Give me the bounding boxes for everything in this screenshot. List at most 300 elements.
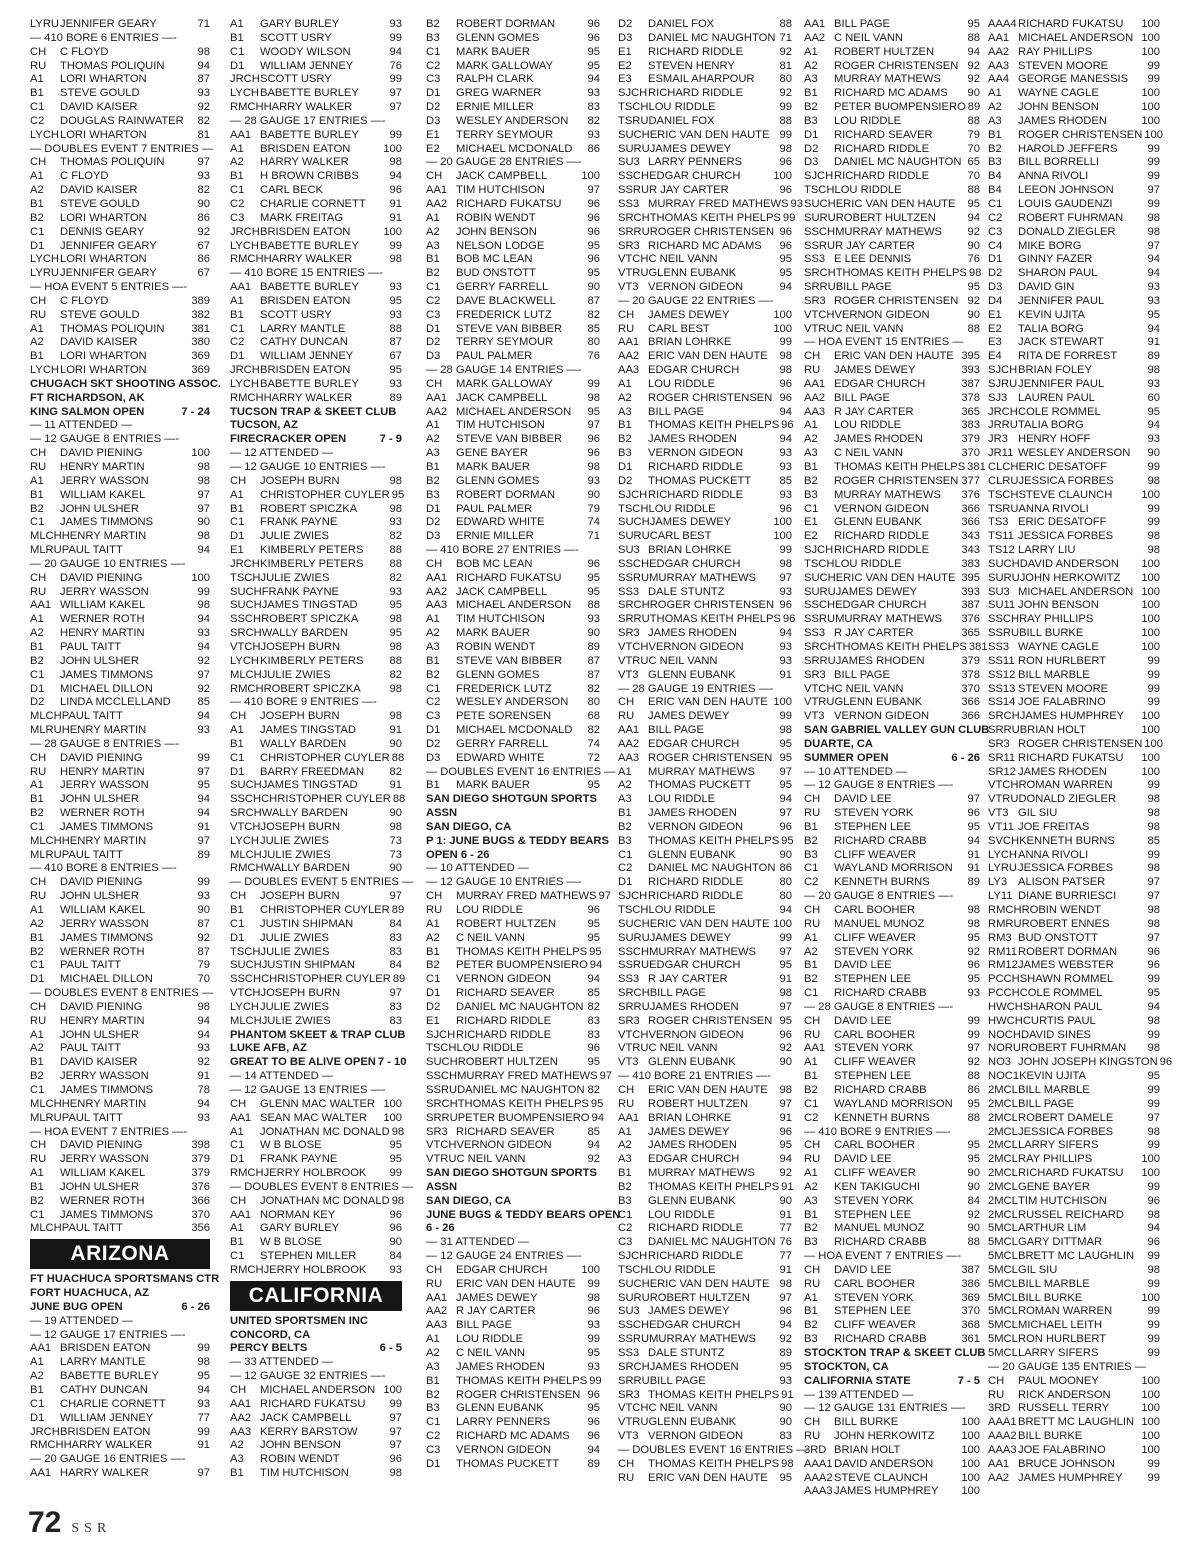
result-row [988, 378, 1160, 392]
shoot-name: PERCY BELTS [230, 1342, 308, 1355]
class-code: SJCH [426, 1028, 456, 1041]
shooter-name: RICHARD CRABB [834, 1333, 927, 1346]
shooter-name: GLENN EUBANK [834, 516, 922, 529]
score: 93 [779, 640, 792, 653]
class-code: A1 [804, 931, 818, 944]
result-row [804, 807, 980, 821]
result-row [988, 1347, 1160, 1361]
score: 370 [961, 447, 980, 460]
score: 90 [779, 1056, 792, 1069]
result-row [804, 876, 980, 890]
score: 99 [389, 31, 402, 44]
result-row [804, 572, 980, 586]
result-row [30, 129, 210, 143]
class-code: B1 [618, 1167, 632, 1180]
shooter-name: R JAY CARTER [834, 627, 914, 640]
shooter-name: STEVEN YORK [834, 1291, 914, 1304]
shooter-name: FRANK PAYNE [260, 1153, 338, 1166]
result-row [30, 60, 210, 74]
result-row [804, 170, 980, 184]
shoot-date: 7 - 9 [379, 433, 402, 446]
shooter-name: WILLIAM KAKEL [60, 1167, 146, 1180]
result-row [618, 1278, 792, 1292]
result-row [230, 724, 402, 738]
result-row [804, 295, 980, 309]
result-row [618, 918, 792, 932]
score: 387 [961, 1263, 980, 1276]
result-row [230, 226, 402, 240]
class-code: TSCH [804, 184, 835, 197]
result-row [618, 18, 792, 32]
class-code: A1 [230, 18, 244, 30]
result-row [426, 1347, 600, 1361]
event-header: — 31 ATTENDED — [426, 1236, 529, 1249]
class-code: D3 [618, 31, 633, 44]
result-row [426, 253, 600, 267]
result-row [618, 1292, 792, 1306]
result-row [618, 1389, 792, 1403]
shooter-name: JOE FALABRINO [1018, 1443, 1106, 1456]
shooter-name: STEPHEN LEE [834, 1305, 912, 1318]
class-code: C1 [426, 973, 441, 986]
result-row [804, 87, 980, 101]
class-code: RU [804, 364, 821, 377]
result-row [988, 1139, 1160, 1153]
shooter-name: BILL BURKE [834, 1416, 899, 1429]
club-header: FT HUACHUCA SPORTSMANS CTR [30, 1273, 220, 1286]
result-row [30, 503, 210, 517]
class-code: SJCH [618, 87, 648, 100]
score: 93 [389, 516, 402, 529]
class-code: TSCH [230, 945, 261, 958]
event-header: — 10 ATTENDED — [804, 765, 907, 778]
result-row [426, 461, 600, 475]
result-row [988, 821, 1160, 835]
result-row [230, 1015, 402, 1029]
result-row [230, 1209, 402, 1223]
shooter-name: KIMBERLY PETERS [260, 557, 364, 570]
shooter-name: ROBERT HULTZEN [835, 211, 936, 224]
shooter-name: THOMAS KEITH PHELPS [835, 640, 967, 653]
class-code: C1 [30, 225, 45, 238]
result-row [618, 1416, 792, 1430]
class-code: B3 [426, 1402, 440, 1415]
score: 98 [1147, 820, 1160, 833]
result-row [426, 918, 600, 932]
class-code: B1 [230, 502, 244, 515]
class-code: D2 [988, 267, 1003, 280]
shooter-name: ERIC VAN DEN HAUTE [648, 1471, 768, 1484]
shooter-name: JAMES DEWEY [649, 931, 732, 944]
class-code: E4 [988, 350, 1002, 363]
class-code: RU [30, 308, 47, 321]
shooter-name: CARL BOOHER [834, 1139, 916, 1152]
score: 93 [197, 170, 210, 183]
shooter-name: DANIEL MC NAUGHTON [834, 156, 962, 169]
result-row [804, 226, 980, 240]
score: 98 [389, 502, 402, 515]
shooter-name: JAMES DEWEY [649, 516, 732, 529]
class-code: SU11 [988, 599, 1016, 612]
shooter-name: BRISDEN EATON [260, 142, 351, 155]
result-row [30, 516, 210, 530]
event-header: — 20 GAUGE 28 ENTRIES —- [426, 156, 582, 169]
shooter-name: JUSTIN SHIPMAN [261, 959, 355, 972]
score: 70 [967, 142, 980, 155]
result-row [30, 710, 210, 724]
result-row [426, 779, 600, 793]
result-row [618, 1222, 792, 1236]
shooter-name: JAMES TIMMONS [60, 1208, 154, 1221]
result-row [426, 973, 600, 987]
event-header: — 12 GAUGE 8 ENTRIES —- [30, 433, 180, 446]
shooter-name: DANIEL MC NAUGHTON [457, 1083, 585, 1096]
shooter-name: MURRAY MATHEWS [648, 1167, 755, 1180]
class-code: AA1 [30, 1342, 52, 1355]
score: 94 [197, 1028, 210, 1041]
class-code: TSRU [618, 114, 649, 127]
shoot-title [804, 752, 980, 766]
score: 366 [961, 502, 980, 515]
score: 100 [383, 1097, 402, 1110]
score: 100 [773, 170, 792, 183]
class-code: 5MCL [988, 1236, 1018, 1249]
shooter-name: TIM HUTCHISON [456, 184, 545, 197]
score: 87 [197, 73, 210, 86]
score: 96 [967, 959, 980, 972]
score: 98 [1147, 364, 1160, 377]
score: 100 [773, 917, 792, 930]
score: 95 [389, 1153, 402, 1166]
score: 98 [1147, 1208, 1160, 1221]
result-row [30, 1070, 210, 1084]
class-code: RU [618, 322, 635, 335]
result-row [230, 779, 402, 793]
score: 99 [389, 128, 402, 141]
result-row [30, 489, 210, 503]
score: 91 [389, 724, 402, 737]
score: 100 [581, 170, 600, 183]
score: 90 [389, 807, 402, 820]
class-code: CH [426, 890, 443, 903]
result-row [426, 572, 600, 586]
score: 74 [587, 516, 600, 529]
result-row [618, 503, 792, 517]
score: 398 [191, 1139, 210, 1152]
shooter-name: ESMAIL AHARPOUR [648, 73, 755, 86]
score: 95 [967, 1097, 980, 1110]
result-row [426, 683, 600, 697]
score: 93 [587, 1319, 600, 1332]
shooter-name: C NEIL VANN [456, 1153, 526, 1166]
score: 88 [389, 544, 402, 557]
shooter-name: ARTHUR LIM [1018, 1222, 1087, 1235]
score: 386 [961, 1277, 980, 1290]
score: 368 [961, 1319, 980, 1332]
score: 74 [587, 737, 600, 750]
class-code: B1 [426, 253, 440, 266]
result-row [804, 1167, 980, 1181]
score: 95 [389, 364, 402, 377]
class-code: B1 [30, 87, 44, 100]
shooter-name: BILL PAGE [456, 1319, 512, 1332]
result-row [804, 918, 980, 932]
class-code: JRCH [230, 364, 260, 377]
class-code: JRCH [230, 557, 260, 570]
result-row [30, 1098, 210, 1112]
event-header: — 410 BORE 27 ENTRIES —- [426, 544, 579, 557]
result-row [618, 1333, 792, 1347]
class-code: A1 [30, 613, 44, 626]
class-code: AAA1 [804, 1457, 833, 1470]
club-header: SAN DIEGO, CA [426, 820, 512, 833]
event-header: — 28 GAUGE 17 ENTRIES —- [230, 114, 386, 127]
class-code: B3 [804, 488, 818, 501]
shooter-name: GLENN GOMES [456, 474, 540, 487]
shooter-name: RICHARD CRABB [834, 1236, 927, 1249]
shooter-name: BILL BURKE [1018, 1430, 1083, 1443]
class-code: D1 [230, 1153, 245, 1166]
shooter-name: GENE BAYER [1018, 1180, 1090, 1193]
shooter-name: LOU RIDDLE [648, 1263, 716, 1276]
score: 98 [197, 45, 210, 58]
result-row [230, 516, 402, 530]
class-code: B1 [230, 31, 244, 44]
event-header: — 410 BORE 15 ENTRIES —- [230, 267, 383, 280]
class-code: C3 [426, 710, 441, 723]
result-row [426, 129, 600, 143]
shooter-name: R JAY CARTER [835, 239, 915, 252]
result-row [426, 1111, 604, 1126]
result-row [618, 489, 792, 503]
shooter-name: DAVID PIENING [60, 751, 143, 764]
shooter-name: R JAY CARTER [649, 184, 729, 197]
shooter-name: C FLOYD [60, 170, 109, 183]
result-row [230, 959, 402, 973]
shooter-name: LOU RIDDLE [834, 557, 902, 570]
event-header: — 12 GAUGE 10 ENTRIES —- [230, 461, 386, 473]
score: 88 [967, 1236, 980, 1249]
class-code: MLCH [230, 848, 262, 861]
score: 98 [391, 1125, 405, 1138]
result-row [804, 1416, 980, 1430]
score: 99 [389, 239, 402, 252]
class-code: VTCH [988, 779, 1019, 792]
event-header: — 12 GAUGE 131 ENTRIES —- [804, 1402, 966, 1415]
shooter-name: JOHN BENSON [260, 1439, 341, 1452]
class-code: VT3 [988, 807, 1009, 820]
shooter-name: ROBERT FUHRMAN [1020, 1042, 1127, 1055]
class-code: B2 [426, 1388, 440, 1401]
class-code: B3 [804, 848, 818, 861]
shooter-name: STEPHEN LEE [834, 820, 912, 833]
shooter-name: TERRY SEYMOUR [456, 128, 554, 141]
score: 95 [587, 59, 600, 72]
result-row [426, 1305, 600, 1319]
shooter-name: HARRY WALKER [263, 253, 353, 266]
class-code: AAA3 [804, 1485, 833, 1498]
result-row [618, 87, 792, 101]
result-row [804, 1319, 980, 1333]
shooter-name: BILL BURKE [1018, 1291, 1083, 1304]
score: 95 [1147, 987, 1160, 1000]
score: 93 [587, 128, 600, 141]
class-code: B1 [230, 1236, 244, 1249]
class-code: A1 [230, 488, 244, 501]
result-row [230, 751, 405, 766]
shooter-name: GLENN GOMES [456, 668, 540, 681]
result-row [618, 835, 792, 849]
result-row [426, 73, 600, 87]
score: 99 [1147, 1277, 1160, 1290]
score: 96 [1147, 959, 1160, 972]
shooter-name: HARRY WALKER [263, 101, 353, 114]
score: 82 [587, 724, 600, 737]
class-code: A1 [230, 724, 244, 737]
score: 96 [389, 1453, 402, 1466]
class-code: SRCH [426, 1097, 458, 1110]
result-row [988, 87, 1160, 101]
result-row [426, 1375, 600, 1389]
shooter-name: BRIAN FOLEY [1018, 364, 1092, 377]
result-row [30, 627, 210, 641]
score: 98 [389, 820, 402, 833]
class-code: SSRU [618, 959, 650, 972]
shooter-name: DALE STUNTZ [648, 585, 725, 598]
result-row [230, 1098, 402, 1112]
class-code: C2 [426, 1430, 441, 1443]
class-code: SVCH [988, 834, 1020, 847]
score: 97 [389, 1425, 402, 1438]
score: 98 [1147, 1014, 1160, 1027]
class-code: D1 [618, 461, 633, 473]
score: 95 [587, 1347, 600, 1359]
class-code: AA3 [618, 364, 640, 377]
result-row [618, 156, 792, 170]
class-code: CH [230, 710, 247, 723]
result-row [230, 655, 402, 669]
class-code: 5MCL [988, 1263, 1018, 1276]
shooter-name: GLENN EUBANK [648, 1194, 736, 1207]
score: 383 [961, 419, 980, 432]
result-row [230, 918, 402, 932]
shooter-name: WILLIAM JENNEY [260, 59, 354, 72]
result-row [426, 1264, 600, 1278]
class-code: D1 [30, 1411, 45, 1424]
score: 366 [961, 516, 980, 529]
class-code: B1 [30, 488, 44, 501]
class-code: AA2 [804, 31, 826, 44]
result-row [618, 378, 792, 392]
shooter-name: BRIAN LOHRKE [648, 1111, 732, 1124]
score: 90 [967, 1180, 980, 1193]
score: 89 [392, 973, 406, 986]
result-row [230, 1167, 402, 1181]
class-code: SSRU [804, 239, 836, 252]
shooter-name: RICHARD FUKATSU [260, 1397, 366, 1410]
result-row [230, 281, 402, 295]
shooter-name: JONATHAN MC DONALD [260, 1125, 390, 1138]
shooter-name: LORI WHARTON [60, 350, 147, 363]
shooter-name: MICHAEL ANDERSON [456, 599, 572, 612]
result-row [804, 544, 980, 558]
class-code: B1 [30, 350, 44, 363]
score: 76 [587, 350, 600, 363]
score: 99 [1147, 848, 1160, 861]
shooter-name: PETER BUOMPENSIERO [834, 101, 966, 114]
shooter-name: PAUL TAITT [61, 1222, 123, 1235]
score: 99 [587, 1333, 600, 1346]
class-code: A1 [618, 377, 632, 390]
event-header: — 33 ATTENDED — [230, 1356, 333, 1369]
result-row [618, 1250, 792, 1264]
shooter-name: VERNON GIDEON [456, 1139, 552, 1152]
publication-name: SSR [71, 1521, 112, 1536]
score: 92 [967, 1208, 980, 1221]
class-code: A1 [30, 73, 44, 86]
class-code: VT3 [618, 668, 639, 681]
score: 94 [779, 793, 792, 806]
shooter-name: MURRAY MATHEWS [834, 488, 941, 501]
score: 366 [961, 696, 980, 709]
class-code: RMCH [230, 253, 264, 266]
shooter-name: RICHARD FUKATSU [456, 197, 562, 210]
result-row [426, 378, 600, 392]
score: 81 [779, 59, 792, 72]
shooter-name: TIM HUTCHISON [456, 419, 545, 432]
shooter-name: DAVID SINES [1020, 1028, 1091, 1041]
shooter-name: RICHARD RIDDLE [648, 1222, 744, 1235]
result-row [426, 226, 600, 240]
result-row [988, 503, 1160, 517]
event-header: — 20 GAUGE 22 ENTRIES —- [618, 294, 774, 307]
score: 100 [1141, 1402, 1160, 1415]
shooter-name: JULIE ZWIES [260, 571, 330, 584]
result-row [426, 1139, 600, 1153]
result-row [426, 987, 600, 1001]
score: 88 [587, 599, 600, 612]
shooter-name: MURRAY MATHEWS [649, 571, 756, 584]
score: 97 [389, 1411, 402, 1424]
result-row [426, 392, 600, 406]
score: 68 [587, 710, 600, 723]
result-row [988, 336, 1160, 350]
shooter-name: RICHARD RIDDLE [648, 1250, 744, 1263]
shooter-name: WAYLAND MORRISON [834, 1097, 953, 1110]
result-row [426, 60, 600, 74]
score: 98 [389, 710, 402, 723]
event-header: — 139 ATTENDED — [804, 1388, 914, 1401]
score: 100 [1141, 599, 1160, 612]
shooter-name: VERNON GIDEON [834, 502, 930, 515]
score: 88 [389, 322, 402, 335]
score: 90 [587, 281, 600, 294]
score: 381 [967, 461, 986, 473]
result-row [804, 683, 980, 697]
result-row [618, 1015, 792, 1029]
shooter-name: BRISDEN EATON [260, 294, 351, 307]
class-code: C3 [230, 211, 245, 224]
shooter-name: RICHARD RIDDLE [456, 1014, 552, 1027]
score: 98 [1147, 1125, 1160, 1138]
shoot-title [30, 406, 210, 420]
shooter-name: ROBERT SPICZKA [260, 502, 358, 515]
result-row [804, 821, 980, 835]
shooter-name: PAUL TAITT [61, 544, 123, 557]
shooter-name: BILL PAGE [834, 18, 890, 30]
class-code: SS14 [988, 696, 1016, 709]
class-code: C1 [426, 682, 441, 695]
